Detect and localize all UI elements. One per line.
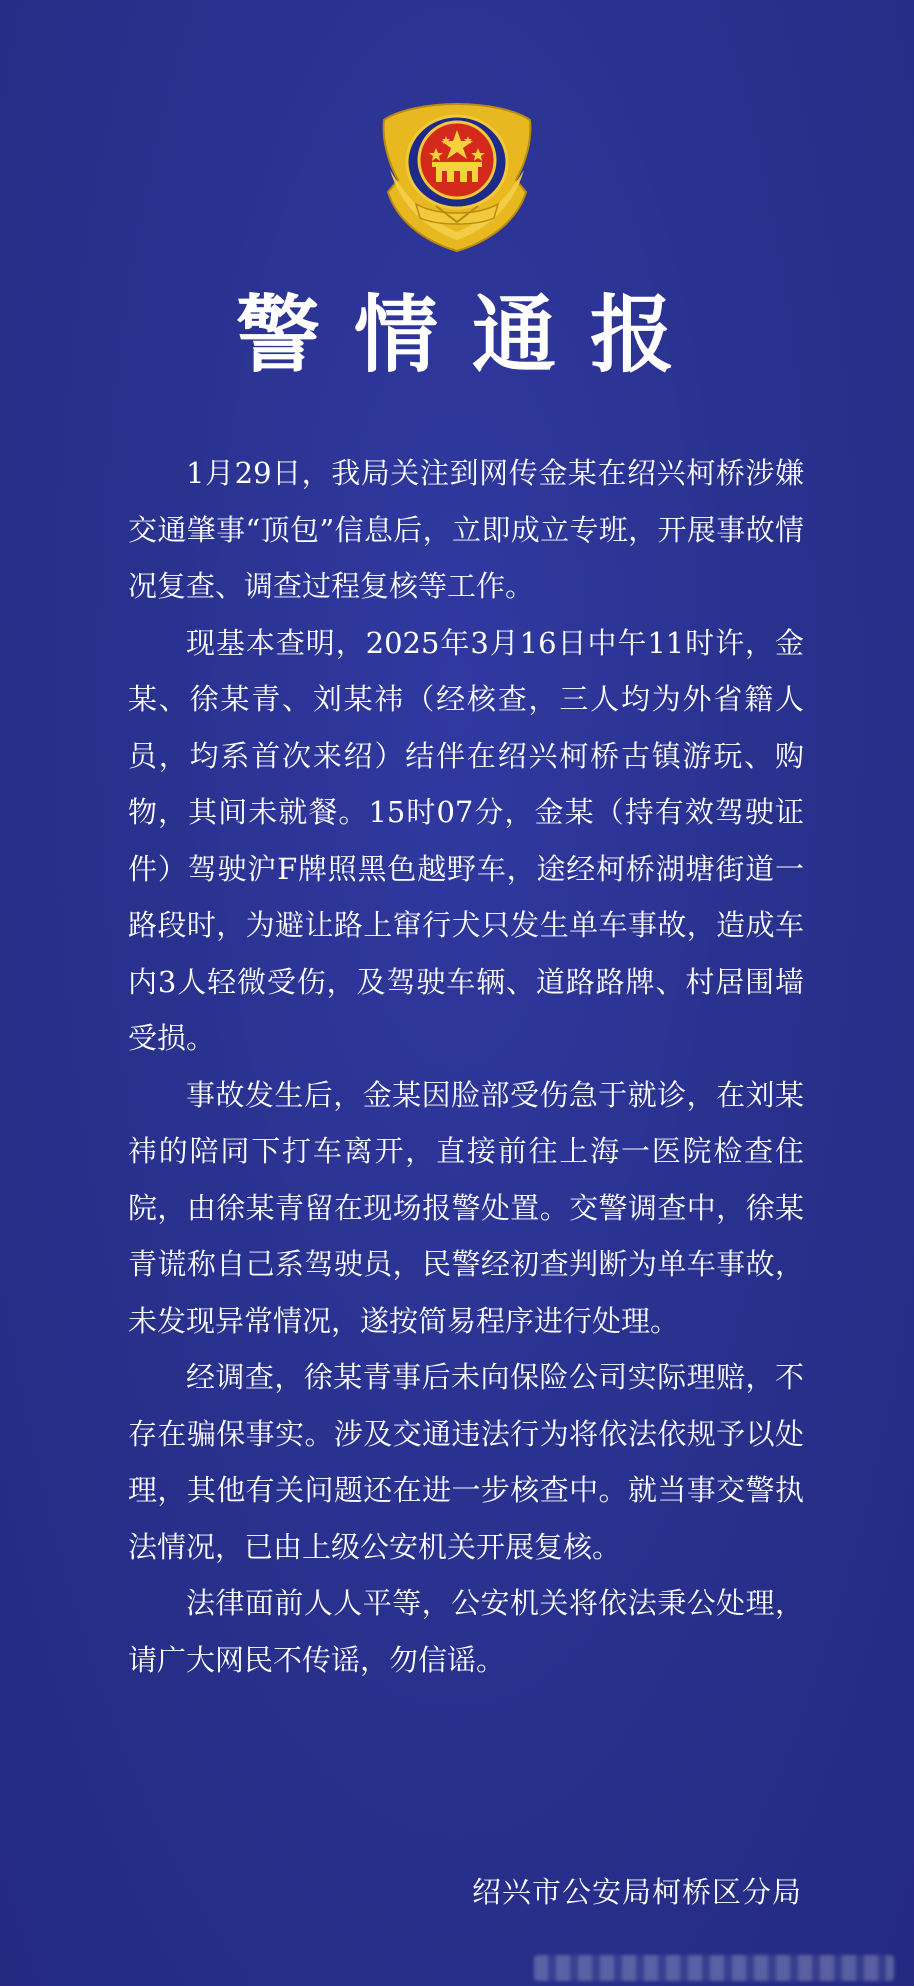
issuer-signature: 绍兴市公安局柯桥区分局	[471, 1875, 802, 1909]
notice-paragraph: 经调查，徐某青事后未向保险公司实际理赔，不存在骗保事实。涉及交通违法行为将依法依规予以处理，其他有关问题还在进一步核查中。就当事交警执法情况，已由上级公安机关开展复核。	[128, 1360, 804, 1564]
notice-body	[128, 445, 804, 1688]
notice-paragraph: 事故发生后，金某因脸部受伤急于就诊，在刘某祎的陪同下打车离开，直接前往上海一医院检查住院，由徐某青留在现场报警处置。交警调查中，徐某青谎称自己系驾驶员，民警经初查判断为单车事故，未发现异常情况，遂按简易程序进行处理。	[128, 1077, 804, 1338]
blurred-watermark	[534, 1955, 894, 1981]
notice-paragraph: 1月29日，我局关注到网传金某在绍兴柯桥涉嫌交通肇事“顶包”信息后，立即成立专班，开展事故情况复查、调查过程复核等工作。	[128, 456, 804, 603]
police-emblem-icon	[376, 100, 538, 255]
notice-paragraph: 现基本查明，2025年3月16日中午11时许，金某、徐某青、刘某祎（经核查，三人均为外省籍人员，均系首次来绍）结伴在绍兴柯桥古镇游玩、购物，其间未就餐。15时07分，金某（持有效驾驶证件）驾驶沪F牌照黑色越野车，途经柯桥湖塘街道一路段时，为避让路上窜行犬只发生单车事故，造成车内3人轻微受伤，及驾驶车辆、道路路牌、村居围墙受损。	[128, 625, 804, 1055]
notice-title: 警情通报	[235, 286, 708, 384]
notice-paragraph: 法律面前人人平等，公安机关将依法秉公处理，请广大网民不传谣，勿信谣。	[128, 1586, 804, 1677]
